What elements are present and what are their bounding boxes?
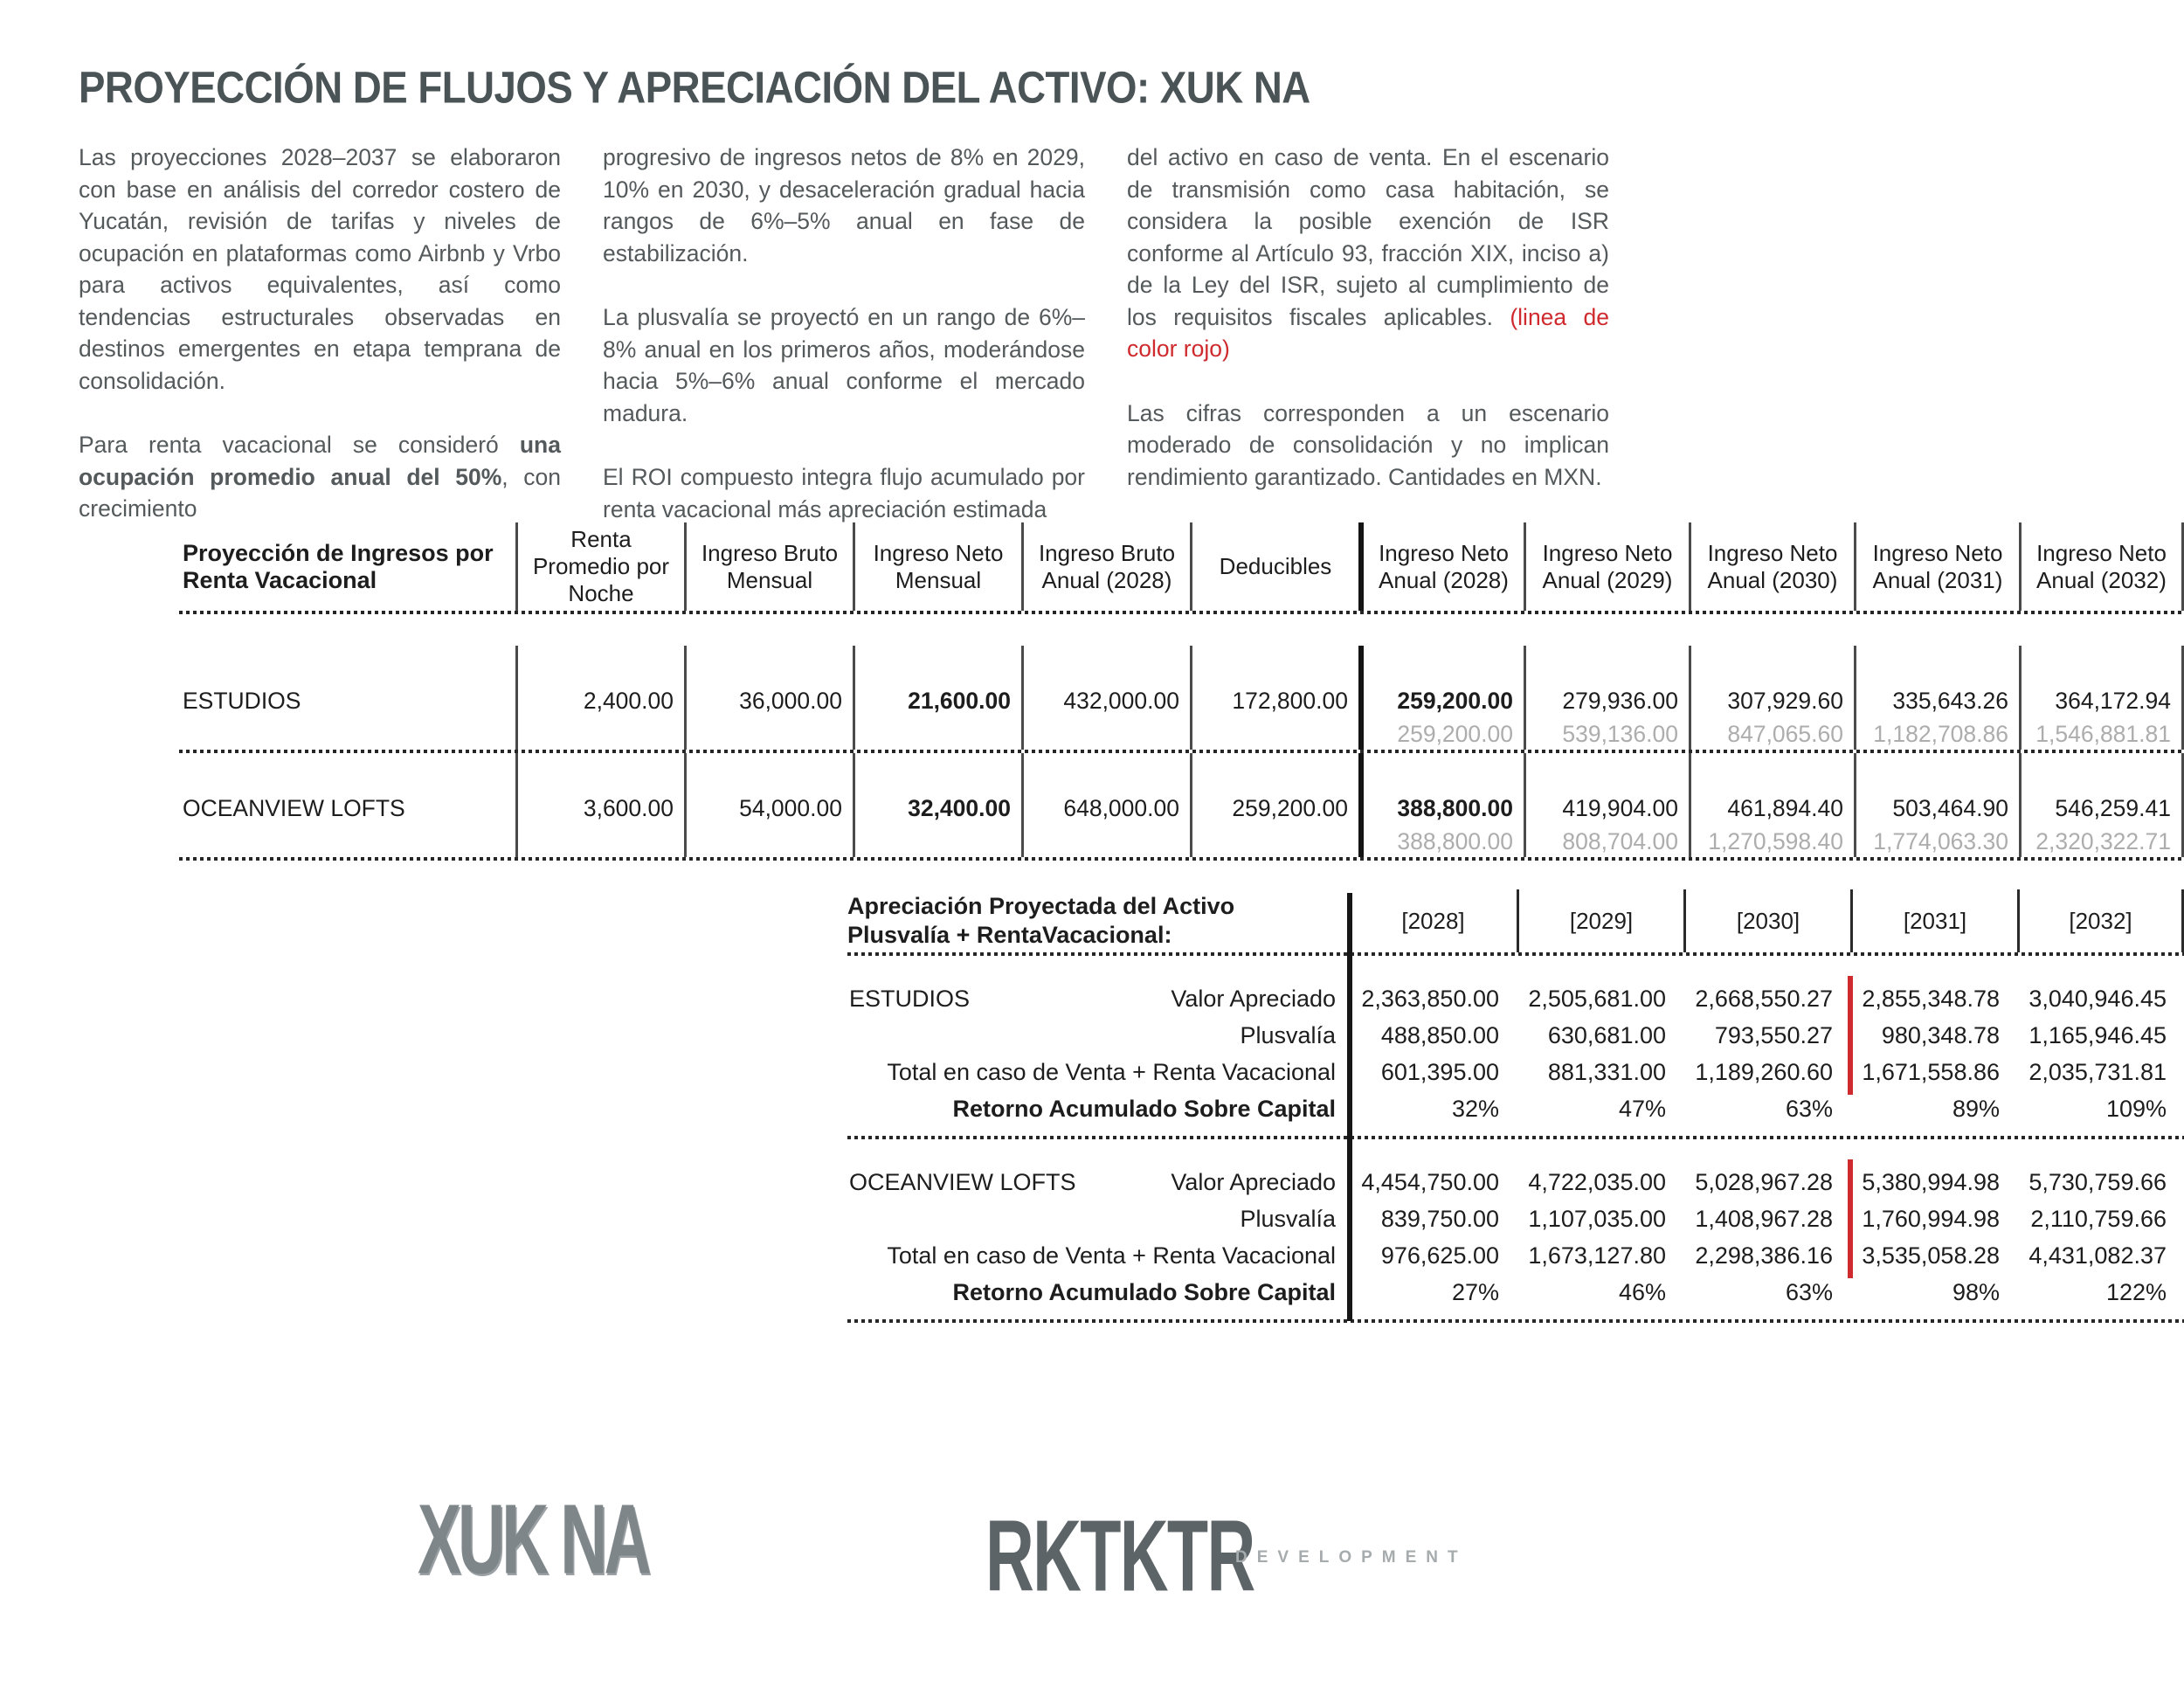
row-label-text: OCEANVIEW LOFTS [183,795,405,821]
value-cell: 4,722,035.00 [1528,1168,1666,1195]
intro-paragraph [79,429,561,525]
value-cell: 259,200.00 [1190,753,1358,857]
value-cell: 5,028,967.28 [1695,1168,1833,1195]
appreciation-title-line2: Plusvalía + RentaVacacional: [847,922,1172,948]
page-title: PROYECCIÓN DE FLUJOS Y APRECIACIÓN DEL ACTIVO: XUK NA [79,62,1310,113]
value-cell: 63% [1785,1095,1833,1122]
value-cell: 881,331.00 [1547,1058,1666,1085]
appreciation-block-oceanview [847,1139,2184,1319]
value-cell: 36,000.00 [684,646,853,750]
row-label-text: Retorno Acumulado Sobre Capital [952,1095,1336,1122]
row-label-text: ESTUDIOS [183,688,301,714]
intro-paragraph [1127,142,1609,365]
value-cell: 307,929.60 847,065.60 [1689,646,1854,750]
column-header: Deducibles [1190,522,1358,611]
development-label: DEVELOPMENT [1235,1548,1468,1567]
row-label [179,753,515,857]
appreciation-table-header [847,889,2184,952]
intro-column-2 [603,142,1085,557]
intro-paragraph-text: Las cifras corresponden a un escenario moderado de consolidación y no implican rendimiento garantizado. Cantidades en MXN. [1127,399,1609,490]
intro-paragraph [1127,398,1609,494]
value-cell: 980,348.78 [1881,1021,2000,1048]
value-cell: 3,535,058.28 [1862,1242,2000,1269]
value-cell: 648,000.00 [1021,753,1190,857]
value-cell: 3,600.00 [515,753,684,857]
row-label-text: Total en caso de Venta + Renta Vacacional [887,1058,1336,1085]
value-cell: 546,259.41 2,320,322.71 [2019,753,2184,857]
intro-paragraph [79,142,561,397]
year-header: [2031] [1850,889,2017,952]
value-cell: 109% [2105,1095,2167,1122]
spacer [179,614,2184,646]
intro-paragraph [603,461,1085,525]
year-header: [2032] [2017,889,2184,952]
row-label-text: Total en caso de Venta + Renta Vacacional [887,1242,1336,1269]
column-header: Ingreso Bruto Mensual [684,522,853,611]
cumulative-value: 539,136.00 [1562,721,1678,747]
cumulative-value: 1,182,708.86 [1873,721,2008,747]
value-cell: 503,464.90 1,774,063.30 [1854,753,2019,857]
value-cell: 793,550.27 [1714,1021,1833,1048]
column-header: Ingreso Neto Anual (2032) [2019,522,2184,611]
column-header: Ingreso Neto Mensual [853,522,1021,611]
value-cell: 122% [2105,1278,2167,1305]
value-cell: 98% [1952,1278,2000,1305]
cumulative-value: 388,800.00 [1397,828,1513,854]
value-cell: 2,855,348.78 [1862,985,2000,1012]
row-label-text: Retorno Acumulado Sobre Capital [952,1278,1336,1305]
column-header: Ingreso Bruto Anual (2028) [1021,522,1190,611]
intro-paragraph-text: , con crecimiento [79,463,561,522]
cumulative-value: 1,270,598.40 [1708,828,1843,854]
column-header: Ingreso Neto Anual (2030) [1689,522,1854,611]
value-cell: 335,643.26 1,182,708.86 [1854,646,2019,750]
intro-column-1 [79,142,561,557]
appreciation-table [847,889,2184,1323]
row-label-text: Valor Apreciado [1171,1168,1336,1195]
block-name: OCEANVIEW LOFTS [849,1168,1076,1195]
table-row [847,1090,2184,1127]
value-cell: 4,431,082.37 [2028,1242,2167,1269]
column-header: Ingreso Neto Anual (2031) [1854,522,2019,611]
income-table [179,522,2184,861]
intro-paragraph [603,301,1085,429]
value-cell: 2,668,550.27 [1695,985,1833,1012]
column-header: Ingreso Neto Anual (2029) [1524,522,1689,611]
row-label-text: Plusvalía [1240,1205,1336,1232]
row-label-text: Valor Apreciado [1171,985,1336,1012]
table-row [847,1017,2184,1054]
rktktr-logo: RKTKTR [985,1500,1254,1613]
value-cell: 1,408,967.28 [1695,1205,1833,1232]
value-cell: 432,000.00 [1021,646,1190,750]
value-cell: 172,800.00 [1190,646,1358,750]
cumulative-value: 1,774,063.30 [1873,828,2008,854]
intro-paragraph-text: progresivo de ingresos netos de 8% en 2029, 10% en 2030, y desaceleración gradual hacia rangos de 6%–5% anual en fase de estabilización. [603,144,1085,266]
value-cell: 89% [1952,1095,2000,1122]
value-cell: 1,673,127.80 [1528,1242,1666,1269]
table-row [847,1054,2184,1090]
value-cell: 21,600.00 [853,646,1021,750]
value-cell: 419,904.00 808,704.00 [1524,753,1689,857]
value-cell: 32,400.00 [853,753,1021,857]
value-cell: 364,172.94 1,546,881.81 [2019,646,2184,750]
red-highlight-line [1848,976,1853,1095]
income-table-title: Proyección de Ingresos por Renta Vacacional [183,539,494,593]
intro-text [79,142,1609,557]
value-cell: 839,750.00 [1380,1205,1499,1232]
value-cell: 601,395.00 [1380,1058,1499,1085]
xuk-na-logo: XUK NA [418,1484,648,1595]
value-cell: 5,730,759.66 [2028,1168,2167,1195]
value-cell: 54,000.00 [684,753,853,857]
table-row [847,1200,2184,1237]
row-label [179,646,515,750]
value-cell: 2,400.00 [515,646,684,750]
value-cell: 2,505,681.00 [1528,985,1666,1012]
value-cell: 976,625.00 [1380,1242,1499,1269]
year-header: [2028] [1401,907,1465,934]
cumulative-value: 1,546,881.81 [2035,721,2171,747]
value-cell: 2,110,759.66 [2030,1205,2167,1232]
intro-paragraph-text: del activo en caso de venta. En el escenario de transmisión como casa habitación, se considera la posible exención de ISR conforme al Artículo 93, fracción XIX, inciso a) de la Ley del ISR, sujeto al cumplimiento de los requisitos fiscales aplicables. [1127,144,1609,330]
value-cell: 1,107,035.00 [1528,1205,1666,1232]
intro-paragraph-text: Las proyecciones 2028–2037 se elaboraron con base en análisis del corredor costero de Yucatán, revisión de tarifas y niveles de ocupación en plataformas como Airbnb y Vrbo para activos equivalentes, así como tendencias estructurales observadas en destinos emergentes en etapa temprana de consolidación. [79,144,561,394]
value-cell: 63% [1785,1278,1833,1305]
appreciation-block-estudios [847,956,2184,1136]
value-cell: 1,671,558.86 [1862,1058,2000,1085]
value-cell: 1,189,260.60 [1695,1058,1833,1085]
column-header: Ingreso Neto Anual (2028) [1358,522,1524,611]
appreciation-table-title [847,889,1350,952]
value-cell: 46% [1618,1278,1666,1305]
value-cell: 388,800.00 388,800.00 [1358,753,1524,857]
table-row [847,1274,2184,1311]
value-cell: 27% [1451,1278,1499,1305]
intro-paragraph-text: La plusvalía se proyectó en un rango de 6%–8% anual en los primeros años, moderándose hacia 5%–6% anual conforme el mercado madura. [603,304,1085,426]
table-row [847,980,2184,1017]
value-cell: 1,760,994.98 [1862,1205,2000,1232]
year-header: [2029] [1517,889,1683,952]
column-header: Renta Promedio por Noche [515,522,684,611]
intro-paragraph-text: El ROI compuesto integra flujo acumulado por renta vacacional más apreciación estimada [603,464,1085,522]
table-row [847,1237,2184,1274]
intro-bold-text: una ocupación promedio anual del 50% [79,432,561,490]
intro-paragraph [603,142,1085,269]
cumulative-value: 847,065.60 [1727,721,1843,747]
year-header: [2030] [1683,889,1850,952]
dotted-divider [847,1319,2184,1323]
intro-column-3 [1127,142,1609,557]
thick-divider-line [1347,893,1352,1321]
value-cell: 259,200.00 259,200.00 [1358,646,1524,750]
value-cell: 4,454,750.00 [1361,1168,1499,1195]
cumulative-value: 2,320,322.71 [2035,828,2171,854]
table-row [847,1164,2184,1200]
value-cell: 5,380,994.98 [1862,1168,2000,1195]
value-cell: 2,035,731.81 [2028,1058,2167,1085]
value-cell: 461,894.40 1,270,598.40 [1689,753,1854,857]
income-table-header [179,522,2184,611]
value-cell: 279,936.00 539,136.00 [1524,646,1689,750]
cumulative-value: 259,200.00 [1397,721,1513,747]
row-label-text: Plusvalía [1240,1021,1336,1048]
intro-paragraph-text: Para renta vacacional se consideró [79,432,520,458]
value-cell: 1,165,946.45 [2028,1021,2167,1048]
value-cell: 630,681.00 [1547,1021,1666,1048]
table-row [179,753,2184,857]
table-row [179,646,2184,750]
value-cell: 488,850.00 [1380,1021,1499,1048]
value-cell: 2,363,850.00 [1361,985,1499,1012]
red-note-text: (linea de color rojo) [1127,303,1609,362]
red-highlight-line [1848,1159,1853,1278]
value-cell: 47% [1618,1095,1666,1122]
block-name: ESTUDIOS [849,985,971,1012]
value-cell: 3,040,946.45 [2028,985,2167,1012]
value-cell: 32% [1451,1095,1499,1122]
cumulative-value: 808,704.00 [1562,828,1678,854]
appreciation-title-line1: Apreciación Proyectada del Activo [847,893,1235,919]
value-cell: 2,298,386.16 [1695,1242,1833,1269]
